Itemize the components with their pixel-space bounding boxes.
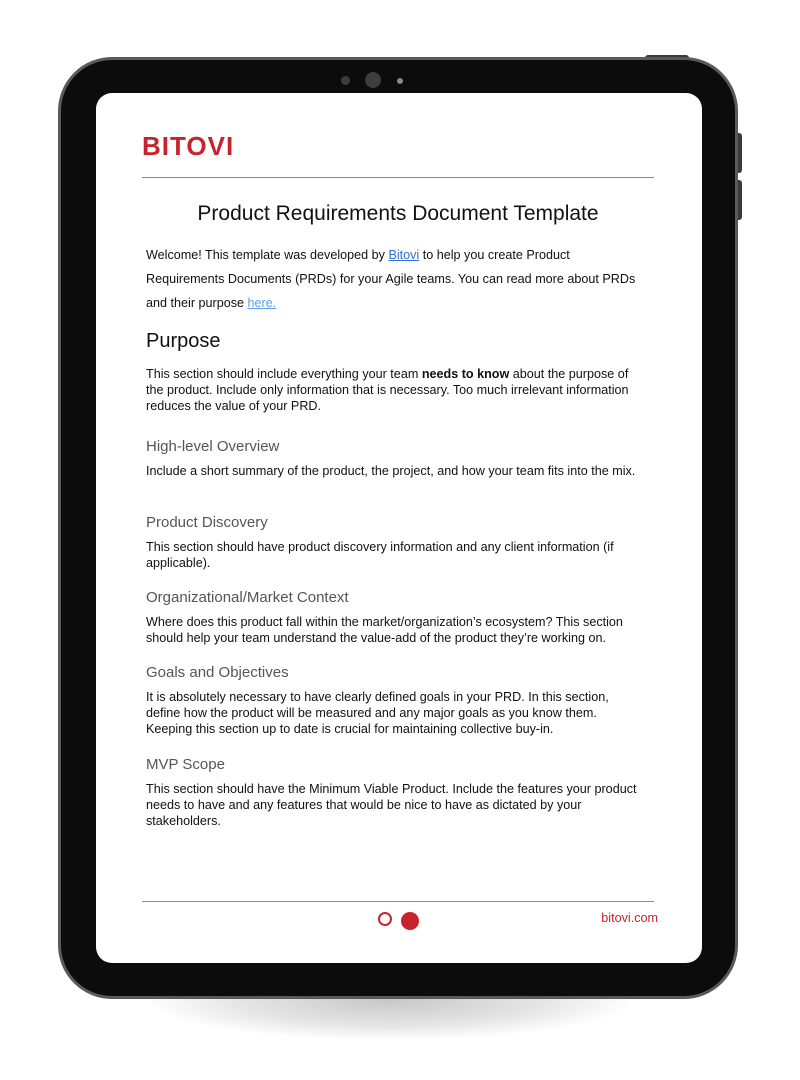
- sensor-dot: [341, 76, 350, 85]
- intro-paragraph: [146, 243, 651, 315]
- section-paragraph: Include a short summary of the product, the project, and how your team fits into the mix.: [146, 464, 636, 478]
- section-heading: Product Discovery: [146, 514, 268, 531]
- purpose-paragraph: [146, 366, 646, 414]
- section-paragraph: Where does this product fall within the market/organization’s ecosystem? This section should help your team understand the value-add of the product they’re working on.: [146, 615, 623, 645]
- footer-divider: [142, 901, 654, 902]
- purpose-bold-text: needs to know: [421, 367, 510, 381]
- section-heading: High-level Overview: [146, 438, 280, 455]
- section-heading: Organizational/Market Context: [146, 589, 349, 606]
- document-title: Product Requirements Document Template: [197, 202, 599, 225]
- section-paragraph: This section should have the Minimum Viable Product. Include the features your product needs to have and any features that would be nice to have as dictated by your stakeholders.: [146, 782, 637, 828]
- section-paragraph: It is absolutely necessary to have clearly defined goals in your PRD. In this section, define how the product will be measured and any major goals as you know them. Keeping this section up to date is crucial for maintaining collective buy-in.: [146, 690, 609, 736]
- purpose-heading: Purpose: [146, 330, 221, 352]
- filled-circle-icon: [401, 912, 419, 930]
- bitovi-link[interactable]: Bitovi: [388, 248, 420, 262]
- intro-text-1: Welcome! This template was developed by: [146, 248, 389, 262]
- section-heading: Goals and Objectives: [146, 664, 289, 681]
- tablet-screen[interactable]: [96, 93, 702, 963]
- outline-circle-icon: [378, 912, 392, 926]
- purpose-text-1: This section should include everything your team: [146, 367, 422, 381]
- purpose-text-2: about the purpose of the product. Include only information that is necessary. Too much irrelevant information reduces the value of your PRD.: [146, 367, 629, 413]
- header-divider: [142, 177, 654, 178]
- light-sensor: [397, 78, 403, 84]
- footer-website: bitovi.com: [601, 911, 658, 925]
- here-link[interactable]: here.: [247, 296, 277, 310]
- bitovi-logo: BITOVI: [142, 131, 235, 161]
- section-paragraph: This section should have product discovery information and any client information (if applicable).: [146, 540, 614, 570]
- camera-lens: [365, 72, 381, 88]
- intro-text-2: to help you create Product Requirements Documents (PRDs) for your Agile teams. You can read more about PRDs and their purpose: [146, 248, 636, 310]
- section-heading: MVP Scope: [146, 756, 225, 773]
